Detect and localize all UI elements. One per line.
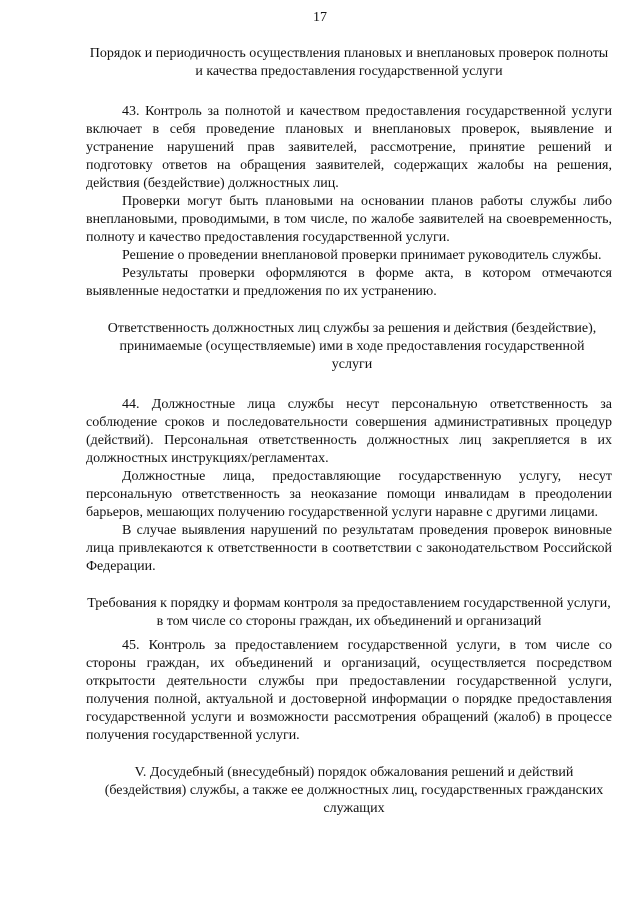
paragraph-43: 43. Контроль за полнотой и качеством предоставления государственной услуги включает в себя проведение плановых и внеплановых проверок, выявление и устранение нарушений прав заявителей, рассмотрение, принятие решений и подготовку ответов на обращения заявителей, содержащих жалобы на решения, действия (бездействие) должностных лиц. [86, 104, 612, 191]
spacer [86, 374, 612, 396]
paragraph-45: 45. Контроль за предоставлением государственной услуги, в том числе со стороны граждан, их объединений и организаций, осуществляется посредством открытости деятельности службы при предоставлении государственной услуги, получения полной, актуальной и достоверной информации о порядке предоставления государственной услуги и возможности рассмотрения обращений (жалоб) в процессе получения государственной услуги. [86, 638, 612, 743]
paragraph-44-disabled-assistance: Должностные лица, предоставляющие государственную услугу, несут персональную ответственность за неоказание помощи инвалидам в преодолении барьеров, мешающих получению государственной услуги наравне с другими лицами. [86, 469, 612, 520]
page-number: 17 [313, 10, 327, 25]
paragraph-43-results: Результаты проверки оформляются в форме акта, в котором отмечаются выявленные недостатки и предложения по их устранению. [86, 266, 612, 299]
section-heading-appeals: V. Досудебный (внесудебный) порядок обжалования решений и действий (бездействия) службы, а также ее должностных лиц, государственных гражданских служащих [104, 765, 604, 816]
spacer [86, 745, 612, 764]
section-heading-inspections: Порядок и периодичность осуществления плановых и внеплановых проверок полноты и качества предоставления государственной услуги [89, 46, 609, 79]
paragraph-44-violations: В случае выявления нарушений по результатам проведения проверок виновные лица привлекаются к ответственности в соответствии с законодательством Российской Федерации. [86, 523, 612, 574]
paragraph-43-checks: Проверки могут быть плановыми на основании планов работы службы либо внеплановыми, проводимыми, в том числе, по жалобе заявителей на своевременность, полноту и качество предоставления государственной услуги. [86, 194, 612, 245]
spacer [86, 576, 612, 595]
spacer [86, 81, 612, 103]
document-body [86, 45, 612, 818]
spacer [86, 301, 612, 320]
section-heading-responsibility: Ответственность должностных лиц службы за решения и действия (бездействие), принимаемые (осуществляемые) ими в ходе предоставления государственной услуги [107, 321, 597, 372]
paragraph-43-decision: Решение о проведении внеплановой проверки принимает руководитель службы. [122, 248, 602, 263]
paragraph-44: 44. Должностные лица службы несут персональную ответственность за соблюдение сроков и последовательности совершения административных процедур (действий). Персональная ответственность должностных лиц закрепляется в их должностных инструкциях/регламентах. [86, 397, 612, 466]
section-heading-control-requirements: Требования к порядку и формам контроля за предоставлением государственной услуги, в том числе со стороны граждан, их объединений и организаций [87, 596, 611, 629]
